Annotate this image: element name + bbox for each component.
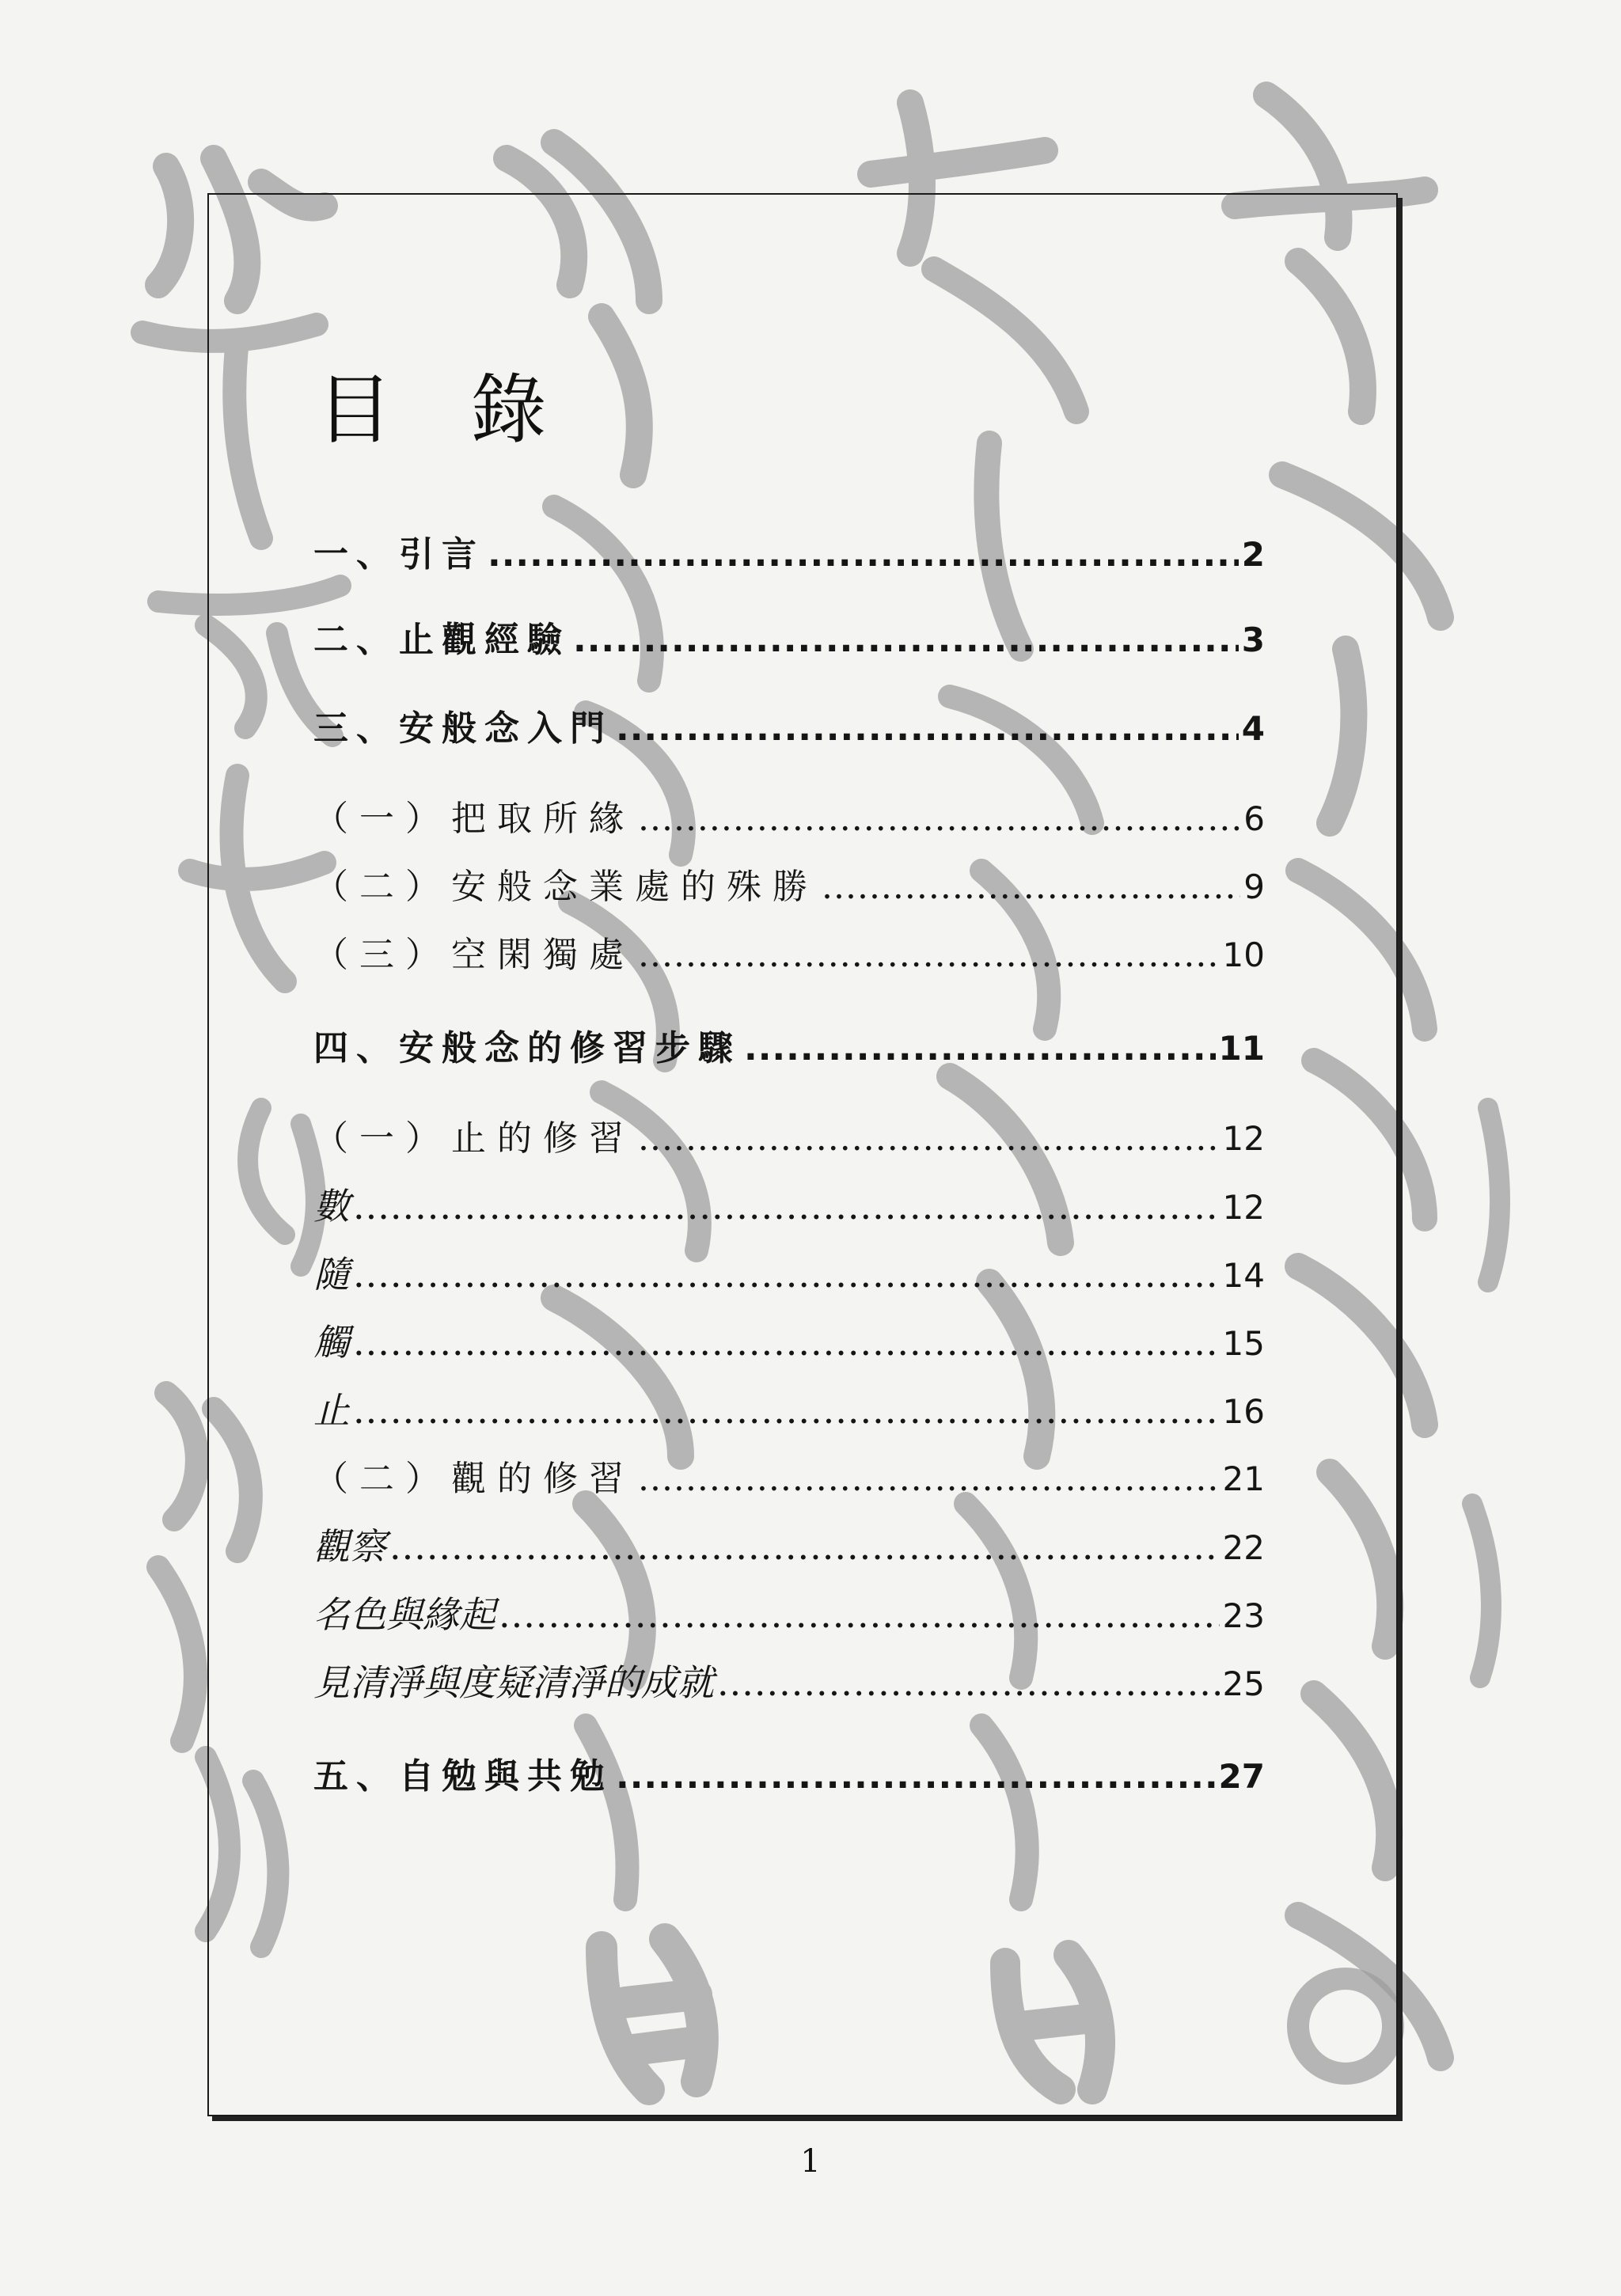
toc-entry[interactable] [313, 1314, 1265, 1361]
toc-entry-page: 25 [1222, 1664, 1265, 1702]
toc-entry-label: 一、引言 [313, 534, 484, 573]
dot-leader [616, 1756, 1216, 1795]
toc-entry[interactable] [313, 611, 1265, 658]
dot-leader [638, 1459, 1220, 1497]
toc-entry-page: 2 [1241, 535, 1265, 573]
toc-entry-label: 隨 [313, 1253, 350, 1293]
dot-leader [353, 1389, 1220, 1429]
toc-entry-label: 名色與緣起 [313, 1593, 495, 1634]
toc-entry-label: （一）把取所緣 [313, 799, 635, 837]
toc-entry-page: 9 [1243, 867, 1265, 905]
toc-title: 目 錄 [317, 366, 574, 454]
toc-entry-page: 4 [1241, 709, 1265, 747]
toc-entry-label: 觀察 [313, 1525, 386, 1565]
toc-entry-label: 二、止觀經驗 [313, 620, 570, 658]
dot-leader [389, 1525, 1220, 1565]
toc-entry-label: 見清淨與度疑清淨的成就 [313, 1661, 714, 1702]
toc-entry-page: 11 [1218, 1029, 1265, 1067]
toc-entry-label: （一）止的修習 [313, 1118, 635, 1157]
toc-entry-page: 12 [1222, 1119, 1265, 1157]
toc-entry-page: 16 [1222, 1392, 1265, 1429]
toc-entry[interactable] [313, 700, 1265, 747]
toc-entry[interactable] [313, 1518, 1265, 1565]
dot-leader [616, 708, 1239, 747]
toc-entry-label: （二）觀的修習 [313, 1459, 635, 1497]
toc-entry-page: 22 [1222, 1528, 1265, 1565]
toc-entry-page: 21 [1222, 1459, 1265, 1497]
toc-entry-page: 6 [1243, 799, 1265, 837]
toc-entry[interactable] [313, 1586, 1265, 1634]
toc-entry-label: 數 [313, 1185, 350, 1225]
dot-leader [744, 1028, 1216, 1067]
toc-entry[interactable] [313, 790, 1265, 837]
toc-entry[interactable] [313, 1654, 1265, 1702]
toc-entry[interactable] [313, 1748, 1265, 1795]
toc-entry-page: 14 [1222, 1256, 1265, 1293]
dot-leader [717, 1661, 1220, 1702]
toc-entry[interactable] [313, 1382, 1265, 1429]
dot-leader [488, 534, 1239, 573]
dot-leader [353, 1253, 1220, 1293]
dot-leader [822, 867, 1240, 905]
dot-leader [638, 935, 1220, 973]
toc-entry-label: 觸 [313, 1321, 350, 1361]
toc-entry[interactable] [313, 1110, 1265, 1157]
toc-entry-label: 三、安般念入門 [313, 708, 613, 747]
toc-entry-page: 12 [1222, 1188, 1265, 1225]
toc-entry[interactable] [313, 526, 1265, 573]
toc-entry-page: 15 [1222, 1324, 1265, 1361]
toc-entry[interactable] [313, 1450, 1265, 1497]
toc-entry[interactable] [313, 1019, 1265, 1067]
toc-entry-label: 五、自勉與共勉 [313, 1756, 613, 1795]
toc-entry[interactable] [313, 926, 1265, 973]
toc-entry-page: 23 [1222, 1596, 1265, 1634]
dot-leader [499, 1593, 1220, 1634]
toc-entry-page: 10 [1222, 935, 1265, 973]
toc-entry-label: （三）空閑獨處 [313, 935, 635, 973]
toc-entry-label: （二）安般念業處的殊勝 [313, 867, 818, 905]
toc-entry-page: 3 [1241, 620, 1265, 658]
toc-entry[interactable] [313, 858, 1265, 905]
toc-entry[interactable] [313, 1246, 1265, 1293]
toc-entry-page: 27 [1218, 1757, 1265, 1795]
page-number: 1 [800, 2143, 821, 2180]
toc-entry[interactable] [313, 1178, 1265, 1225]
dot-leader [638, 799, 1240, 837]
dot-leader [353, 1185, 1220, 1225]
dot-leader [638, 1118, 1220, 1157]
toc-entry-label: 四、安般念的修習步驟 [313, 1028, 741, 1067]
toc-entry-label: 止 [313, 1389, 350, 1429]
dot-leader [573, 620, 1239, 658]
dot-leader [353, 1321, 1220, 1361]
